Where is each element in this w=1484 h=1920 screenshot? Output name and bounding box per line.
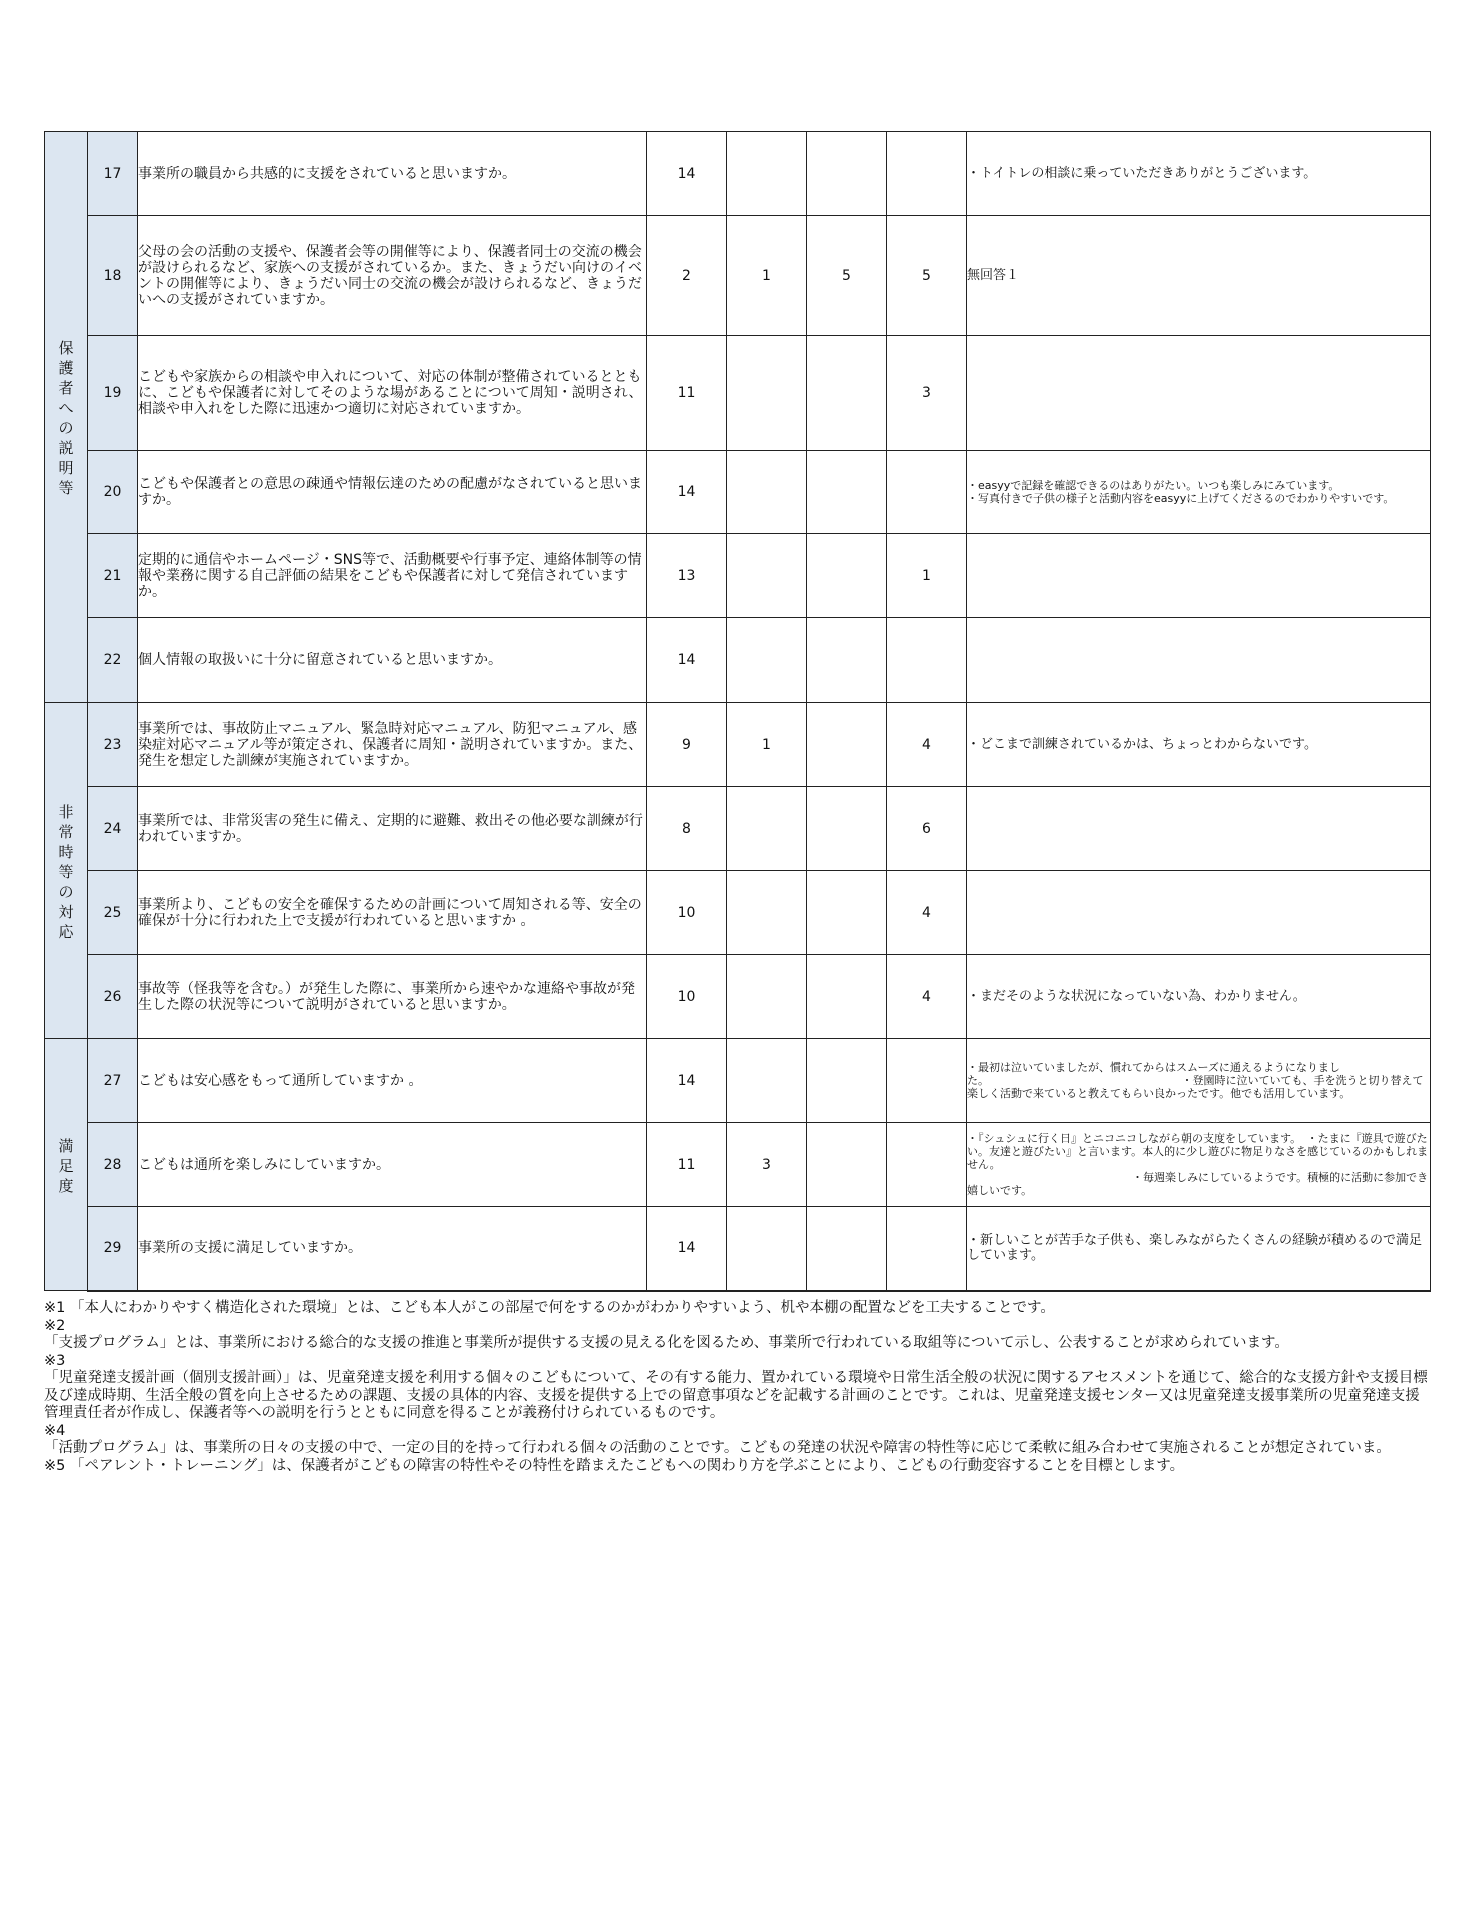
row-number: 25 <box>88 871 138 955</box>
table-row <box>45 703 1431 787</box>
table-row <box>45 451 1431 534</box>
footnote: ※4 <box>44 1422 66 1439</box>
answer-no <box>807 132 887 216</box>
answer-yes: 2 <box>647 216 727 336</box>
row-number: 19 <box>88 336 138 451</box>
answer-neutral <box>727 336 807 451</box>
footnotes <box>44 1300 1434 1475</box>
comment-text <box>967 618 1431 703</box>
question-text: 事業所では、非常災害の発生に備え、定期的に避難、救出その他必要な訓練が行われていますか。 <box>138 787 647 871</box>
table-row <box>45 1123 1431 1207</box>
answer-unknown <box>887 1039 967 1123</box>
answer-unknown: 5 <box>887 216 967 336</box>
question-text: 定期的に通信やホームページ・SNS等で、活動概要や行事予定、連絡体制等の情報や業務に関する自己評価の結果をこどもや保護者に対して発信されていますか。 <box>138 534 647 618</box>
category-label: 満足度 <box>58 1136 74 1195</box>
answer-no <box>807 336 887 451</box>
answer-yes: 10 <box>647 871 727 955</box>
row-number: 22 <box>88 618 138 703</box>
footnote: 「支援プログラム」とは、事業所における総合的な支援の推進と事業所が提供する支援の見える化を図るため、事業所で行われている取組等について示し、公表することが求められています。 <box>44 1335 1289 1351</box>
answer-neutral <box>727 451 807 534</box>
row-number: 29 <box>88 1207 138 1291</box>
footnote: 「活動プログラム」は、事業所の日々の支援の中で、一定の目的を持って行われる個々の活動のことです。こどもの発達の状況や障害の特性等に応じて柔軟に組み合わせて実施されることが想定されていま。 <box>44 1440 1391 1456</box>
answer-unknown <box>887 618 967 703</box>
category-label: 保護者への説明等 <box>58 339 74 497</box>
answer-neutral: 1 <box>727 216 807 336</box>
row-number: 26 <box>88 955 138 1039</box>
category-cell <box>45 703 88 1039</box>
answer-unknown: 3 <box>887 336 967 451</box>
answer-neutral: 3 <box>727 1123 807 1207</box>
answer-neutral <box>727 955 807 1039</box>
answer-yes: 14 <box>647 618 727 703</box>
row-number: 18 <box>88 216 138 336</box>
table-row <box>45 955 1431 1039</box>
table-row <box>45 132 1431 216</box>
answer-yes: 9 <box>647 703 727 787</box>
answer-neutral <box>727 787 807 871</box>
question-text: 事業所より、こどもの安全を確保するための計画について周知される等、安全の確保が十分に行われた上で支援が行われていると思いますか 。 <box>138 871 647 955</box>
survey-sheet <box>44 131 1430 1292</box>
table-row <box>45 618 1431 703</box>
question-text: 事業所の支援に満足していますか。 <box>138 1207 647 1291</box>
answer-yes: 14 <box>647 451 727 534</box>
comment-text <box>967 871 1431 955</box>
answer-no <box>807 787 887 871</box>
question-text: こどもや保護者との意思の疎通や情報伝達のための配慮がなされていると思いますか。 <box>138 451 647 534</box>
category-cell <box>45 1039 88 1291</box>
answer-unknown <box>887 451 967 534</box>
comment-text: ・『シュシュに行く日』とニコニコしながら朝の支度をしています。 ・たまに『遊具で遊びたい。友達と遊びたい』と言います。本人的に少し遊びに物足りなさを感じているのかもしれません。 ・毎週楽しみにしているようです。積極的に活動に参加でき嬉しいです。 <box>967 1123 1431 1207</box>
answer-neutral <box>727 1207 807 1291</box>
comment-text: 無回答１ <box>967 216 1431 336</box>
answer-neutral <box>727 534 807 618</box>
answer-neutral <box>727 871 807 955</box>
footnote: ※2 <box>44 1317 66 1334</box>
answer-no <box>807 451 887 534</box>
answer-neutral <box>727 132 807 216</box>
table-row <box>45 871 1431 955</box>
answer-unknown: 4 <box>887 703 967 787</box>
comment-text: ・トイトレの相談に乗っていただきありがとうございます。 <box>967 132 1431 216</box>
answer-no <box>807 534 887 618</box>
answer-unknown <box>887 1123 967 1207</box>
table-row <box>45 534 1431 618</box>
row-number: 20 <box>88 451 138 534</box>
question-text: 個人情報の取扱いに十分に留意されていると思いますか。 <box>138 618 647 703</box>
comment-text <box>967 534 1431 618</box>
answer-unknown: 1 <box>887 534 967 618</box>
answer-yes: 14 <box>647 1039 727 1123</box>
answer-no <box>807 871 887 955</box>
answer-neutral: 1 <box>727 703 807 787</box>
row-number: 27 <box>88 1039 138 1123</box>
survey-table <box>44 131 1431 1292</box>
table-row <box>45 216 1431 336</box>
answer-neutral <box>727 618 807 703</box>
question-text: 事業所では、事故防止マニュアル、緊急時対応マニュアル、防犯マニュアル、感染症対応マニュアル等が策定され、保護者に周知・説明されていますか。また、発生を想定した訓練が実施されていますか。 <box>138 703 647 787</box>
row-number: 24 <box>88 787 138 871</box>
table-row <box>45 1207 1431 1291</box>
answer-unknown <box>887 132 967 216</box>
answer-no: 5 <box>807 216 887 336</box>
answer-unknown <box>887 1207 967 1291</box>
question-text: こどもや家族からの相談や申入れについて、対応の体制が整備されているとともに、こどもや保護者に対してそのような場があることについて周知・説明され、相談や申入れをした際に迅速かつ適切に対応されていますか。 <box>138 336 647 451</box>
question-text: こどもは通所を楽しみにしていますか。 <box>138 1123 647 1207</box>
category-cell <box>45 132 88 703</box>
category-label: 非常時等の対応 <box>58 802 74 941</box>
row-number: 21 <box>88 534 138 618</box>
answer-no <box>807 1123 887 1207</box>
answer-neutral <box>727 1039 807 1123</box>
question-text: 事故等（怪我等を含む。）が発生した際に、事業所から速やかな連絡や事故が発生した際の状況等について説明がされていると思いますか。 <box>138 955 647 1039</box>
question-text: 事業所の職員から共感的に支援をされていると思いますか。 <box>138 132 647 216</box>
comment-text: ・最初は泣いていましたが、慣れてからはスムーズに通えるようになりました。 ・登園時に泣いていても、手を洗うと切り替えて楽しく活動で来ていると教えてもらい良かったです。他でも活用しています。 <box>967 1039 1431 1123</box>
answer-yes: 11 <box>647 1123 727 1207</box>
answer-yes: 10 <box>647 955 727 1039</box>
comment-text: ・まだそのような状況になっていない為、わかりません。 <box>967 955 1431 1039</box>
table-row <box>45 1039 1431 1123</box>
row-number: 17 <box>88 132 138 216</box>
question-text: 父母の会の活動の支援や、保護者会等の開催等により、保護者同士の交流の機会が設けられるなど、家族への支援がされているか。また、きょうだい向けのイベントの開催等により、きょうだい同士の交流の機会が設けられるなど、きょうだいへの支援がされていますか。 <box>138 216 647 336</box>
answer-unknown: 6 <box>887 787 967 871</box>
answer-yes: 14 <box>647 1207 727 1291</box>
row-number: 23 <box>88 703 138 787</box>
answer-no <box>807 703 887 787</box>
answer-yes: 13 <box>647 534 727 618</box>
row-number: 28 <box>88 1123 138 1207</box>
table-row <box>45 787 1431 871</box>
footnote: ※3 <box>44 1352 66 1369</box>
comment-text <box>967 787 1431 871</box>
answer-yes: 14 <box>647 132 727 216</box>
comment-text <box>967 336 1431 451</box>
answer-unknown: 4 <box>887 955 967 1039</box>
comment-text: ・easyyで記録を確認できるのはありがたい。いつも楽しみにみています。 ・写真付きで子供の様子と活動内容をeasyyに上げてくださるのでわかりやすいです。 <box>967 451 1431 534</box>
answer-unknown: 4 <box>887 871 967 955</box>
answer-no <box>807 618 887 703</box>
footnote: ※5 「ペアレント・トレーニング」は、保護者がこどもの障害の特性やその特性を踏まえたこどもへの関わり方を学ぶことにより、こどもの行動変容することを目標とします。 <box>44 1457 1185 1474</box>
answer-no <box>807 1039 887 1123</box>
comment-text: ・新しいことが苦手な子供も、楽しみながらたくさんの経験が積めるので満足しています。 <box>967 1207 1431 1291</box>
answer-yes: 8 <box>647 787 727 871</box>
footnote: ※1 「本人にわかりやすく構造化された環境」とは、こども本人がこの部屋で何をするのかがわかりやすいよう、机や本棚の配置などを工夫することです。 <box>44 1300 1055 1316</box>
footnote: 「児童発達支援計画（個別支援計画）」は、児童発達支援を利用する個々のこどもについて、その有する能力、置かれている環境や日常生活全般の状況に関するアセスメントを通じて、総合的な支援方針や支援目標及び達成時期、生活全般の質を向上させるための課題、支援の具体的内容、支援を提供する上での留意事項などを記載する計画のことです。これは、児童発達支援センター又は児童発達支援事業所の児童発達支援管理責任者が作成し、保護者等への説明を行うとともに同意を得ることが義務付けられているものです。 <box>44 1370 1428 1421</box>
answer-no <box>807 1207 887 1291</box>
answer-yes: 11 <box>647 336 727 451</box>
question-text: こどもは安心感をもって通所していますか 。 <box>138 1039 647 1123</box>
comment-text: ・どこまで訓練されているかは、ちょっとわからないです。 <box>967 703 1431 787</box>
table-row <box>45 336 1431 451</box>
answer-no <box>807 955 887 1039</box>
